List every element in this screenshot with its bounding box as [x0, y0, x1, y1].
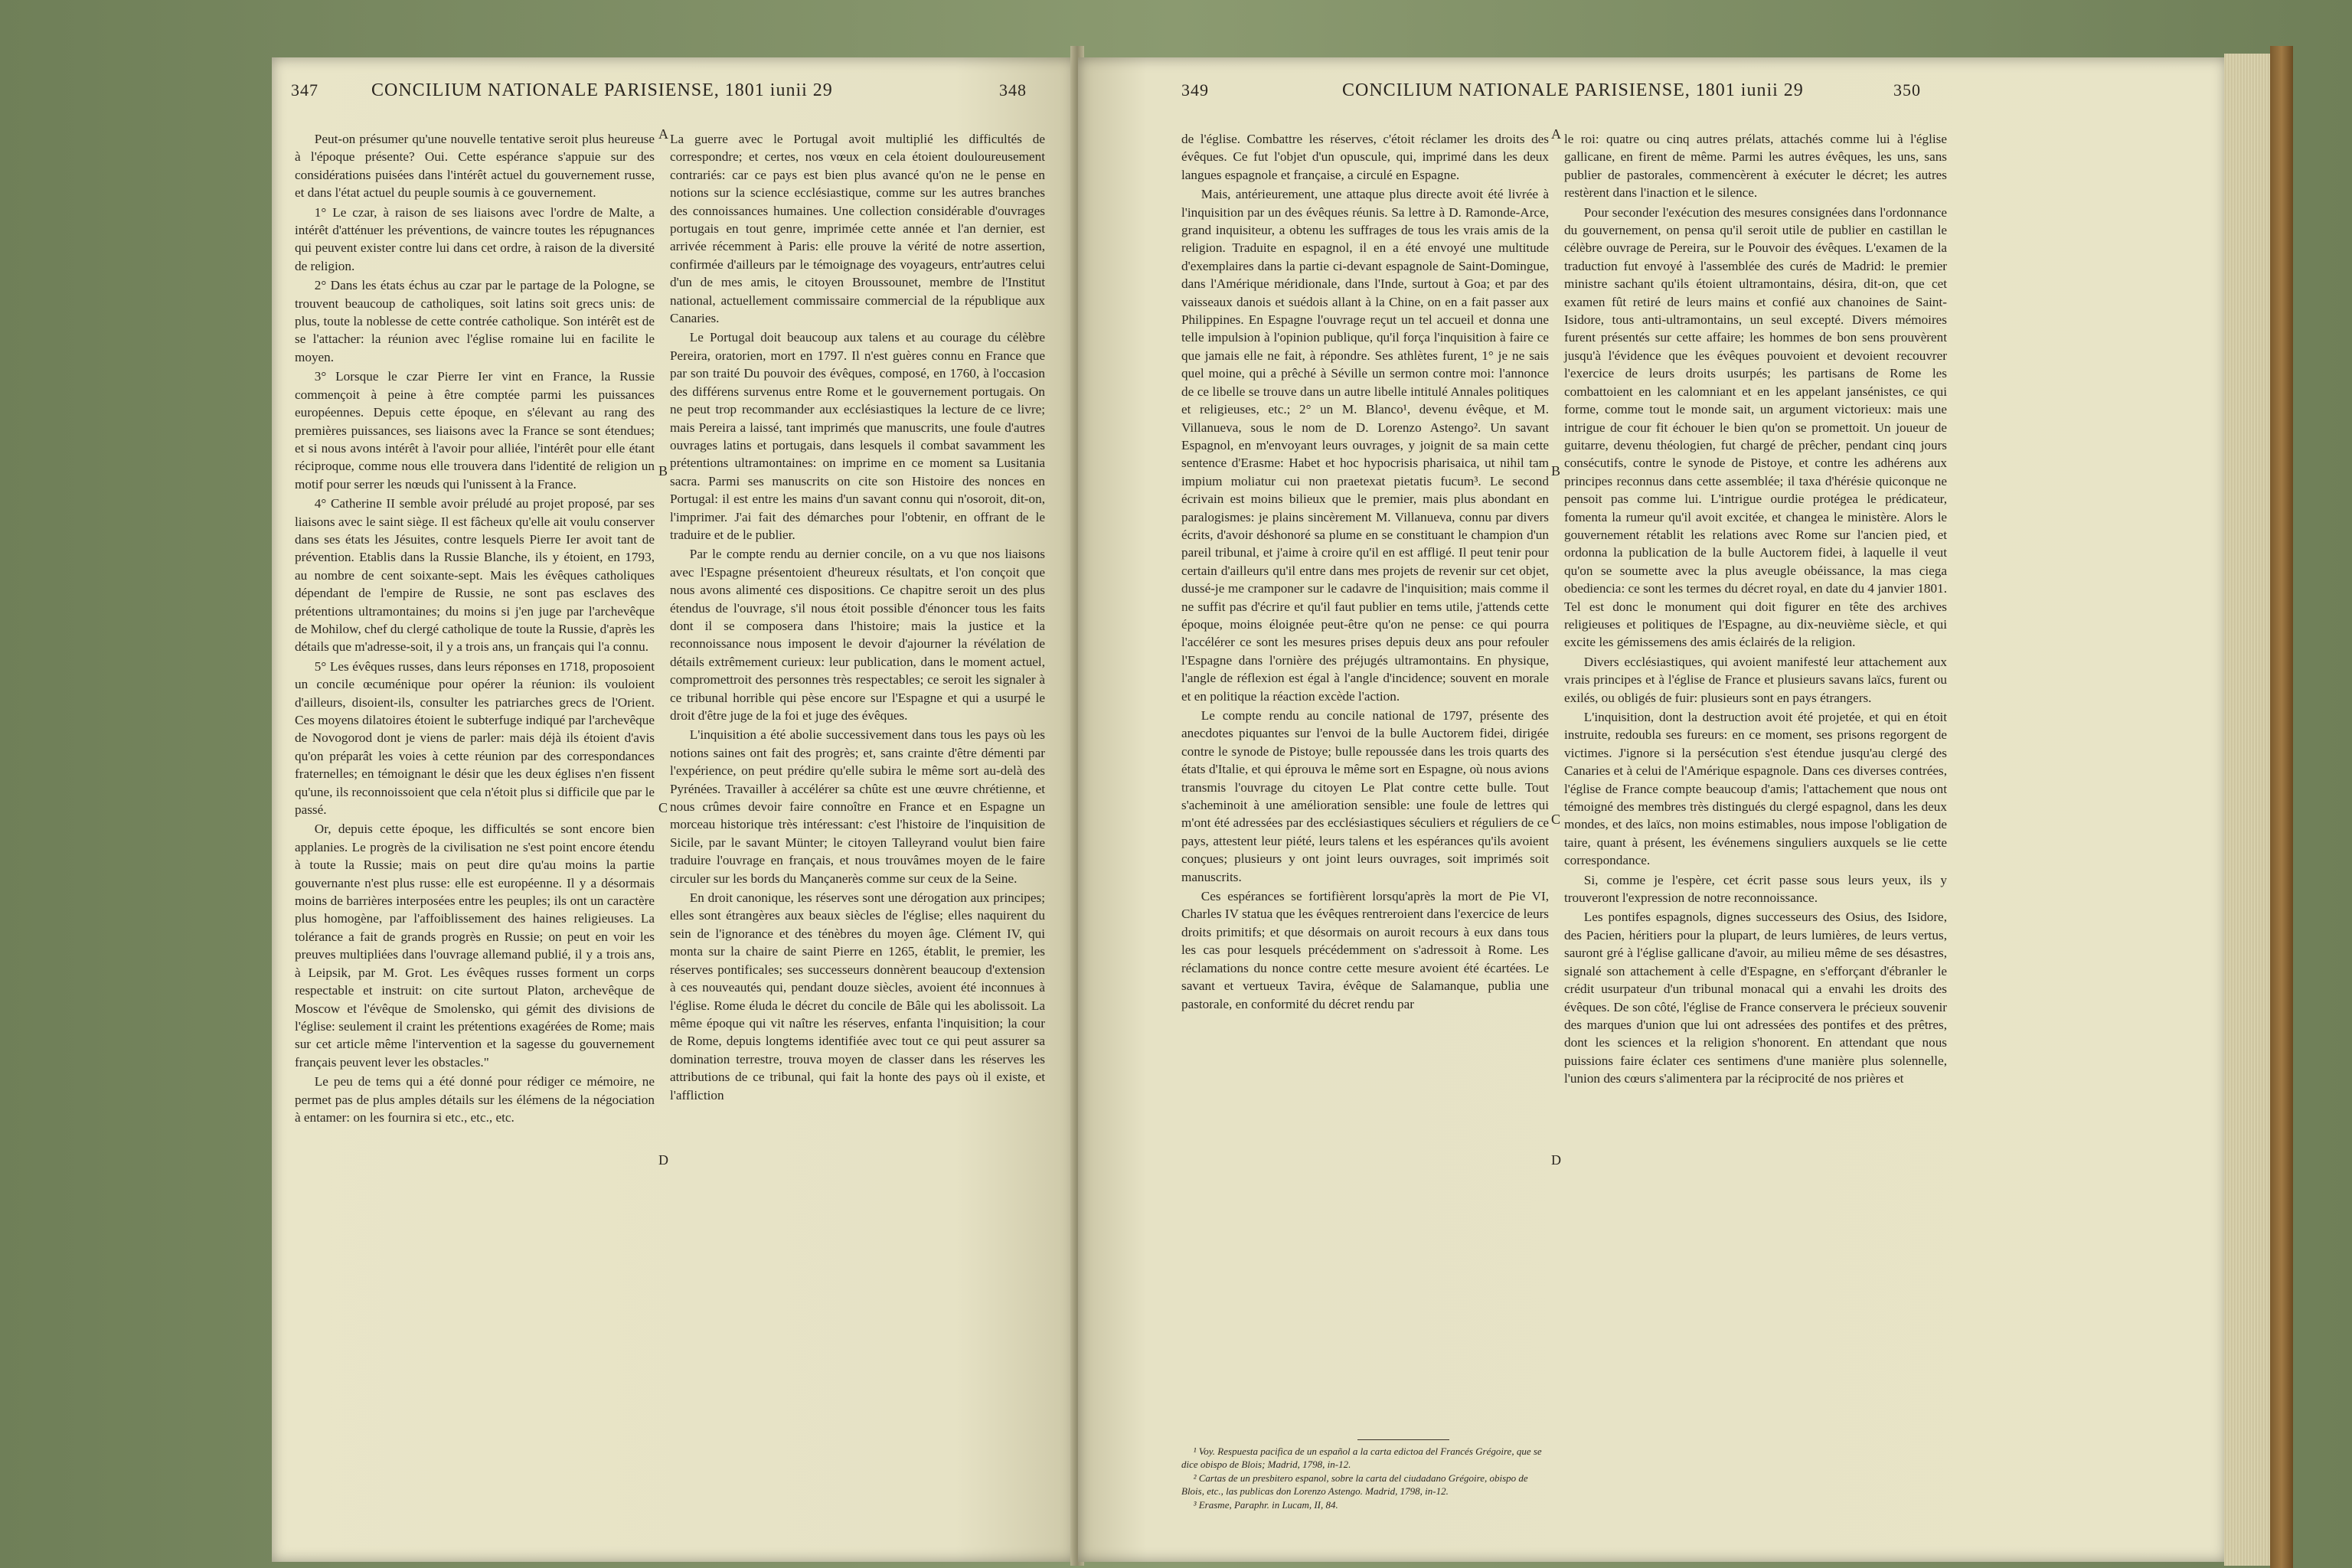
paragraph: 5° Les évêques russes, dans leurs réponses en 1718, proposoient un concile œcuménique pour opérer la réunion: ils vouloient d'ailleurs, disoient-ils, consulter les patriarches grecs de l'Orient. Ces moyens dilatoires étoient le subterfuge indiqué par l'archevêque de Novogorod dont je viens de parler: mais déjà ils étoient d'avis qu'on préparât les voies à cette réunion par des correspondances fraternelles; en témoignant le désir que les deux églises n'en fissent qu'une, ils reconnoissoient que cela n'étoit plus si difficile que par le passé.	[295, 658, 655, 818]
paragraph: Le peu de tems qui a été donné pour rédiger ce mémoire, ne permet pas de plus amples détails sur les élémens de la négociation à entamer: on les fournira si etc., etc., etc.	[295, 1074, 655, 1125]
paragraph: En droit canonique, les réserves sont une dérogation aux principes; elles sont étrangères aux beaux siècles de l'église; elles naquirent du sein de l'ignorance et des ténèbres du moyen âge. Clément IV, qui monta sur la chaire de saint Pierre en 1265, établit, le premier, les réserves pontificales; ses successeurs donnèrent beaucoup d'extension à ces nouveautés qui, pendant douze siècles, avoient été inconnues à l'église. Rome éluda le décret du concile de Bâle qui les abolissoit. La même époque qui vit naître les réserves, enfanta l'inquisition; la cour de Rome, depuis longtems identifiée avec tout ce qui peut assurer sa domination terrestre, trouva moyen de classer dans les réserves les attributions de ce tribunal, qui fait la honte des pays où il existe, et l'affliction	[670, 890, 1045, 1102]
right-page	[1078, 57, 2226, 1562]
margin-marker: B	[1551, 463, 1561, 479]
page-number: 349	[1181, 80, 1209, 100]
paragraph: Le Portugal doit beaucoup aux talens et au courage du célèbre Pereira, oratorien, mort en 1797. Il n'est guères connu en France que par son traité Du pouvoir des évêques, composé, en 1760, à l'occasion des différens survenus entre Rome et le gouvernement portugais. On ne peut trop recommander aux ecclésiastiques la lecture de ce livre; mais Pereira a laissé, tant imprimés que manuscrits, une foule d'autres ouvrages latins et portugais, dans lesquels il combat savamment les prétentions ultramontaines: on imprime en ce moment sa Lusitania sacra. Parmi ses manuscrits on cite son Histoire des nonces en Portugal: il est entre les mains d'un savant connu qui n'osoroit, dit-on, l'imprimer. J'ai fait des démarches pour l'obtenir, en offrant de le traduire et de le publier.	[670, 330, 1045, 542]
margin-marker: D	[1551, 1152, 1561, 1168]
running-title: CONCILIUM NATIONALE PARISIENSE, 1801 iunii 29	[371, 80, 833, 100]
paragraph: Pour seconder l'exécution des mesures consignées dans l'ordonnance du gouvernement, on pensa qu'il seroit utile de publier en castillan le célèbre ouvrage de Pereira, sur le Pouvoir des évêques. L'examen de la traduction fut envoyé à l'assemblée des curés de Madrid: le premier ministre sachant qu'ils étoient ultramontains, désira, dit-on, que cet examen fût retiré de leurs mains et confié aux chanoines de Saint-Isidore, tous anti-ultramontains, un seul excepté. Divers mémoires furent présentés sur cette affaire; les hommes de bon sens prouvèrent jusqu'à l'évidence que les évêques pouvoient et devoient recouvrer l'exercice de leurs droits usurpés; les partisans de Rome les combattoient en les calomniant et en les appelant jansénistes, ce qui forme, comme tout le monde sait, un argument victorieux: mais une intrigue de cour fit échouer le bien qu'on se promettoit. Un joueur de guitarre, devenu théologien, fut chargé de prêcher, pendant cinq jours consécutifs, contre le synode de Pistoye, et contre les adhérens aux principes reconnus dans cette assemblée; il taxa d'hérésie quiconque ne pensoit pas comme lui. L'intrigue ourdie protégea le prédicateur, fomenta la rumeur qu'il avoit excitée, et changea le ministère. Alors le gouvernement rétablit les relations avec Rome sur l'ancien pied, et ordonna la publication de la bulle Auctorem fidei, à laquelle il veut qu'on se soumette avec la plus aveugle obéissance, la mas ciega obediencia: ce sont les termes du décret royal, en date du 4 janvier 1801. Tel est donc le monument qui doit figurer en tête des archives religieuses et politiques de l'Espagne, au dix-neuvième siècle, et qui excite les gémissemens des amis éclairés de la religion.	[1564, 204, 1947, 650]
paragraph: de l'église. Combattre les réserves, c'étoit réclamer les droits des évêques. Ce fut l'objet d'un opuscule, qui, imprimé dans les deux langues espagnole et française, a circulé en Espagne.	[1181, 132, 1549, 182]
footnotes	[1181, 1439, 1549, 1512]
paragraph: Par le compte rendu au dernier concile, on a vu que nos liaisons avec l'Espagne présentoient d'heureux résultats, et l'on conçoit que nous avons alimenté ces dispositions. Ce chapitre seroit un des plus étendus de l'ouvrage, s'il nous étoit possible d'énoncer tous les faits dont il se composera dans l'histoire; mais la justice et la reconnoissance nous imposent le devoir d'ajourner la révélation de détails extrêmement curieux: leur publication, dans le moment actuel, compromettroit des personnes très respectables; ce seroit les signaler à ce tribunal horrible qui pèse encore sur l'Espagne et qui a usurpé le droit d'être juge de la foi et juge des évêques.	[670, 547, 1045, 723]
paragraph: Or, depuis cette époque, les difficultés se sont encore bien applanies. Le progrès de la civilisation ne s'est point encore étendu à toute la Russie; mais on peut dire qu'au moins la partie gouvernante n'est plus russe: elle est européenne. Il y a désormais moins de barrières interposées entre les peuples; ils ont un caractère plus homogène, par l'affoiblissement des haines religieuses. La tolérance a fait de grands progrès en Russie; on peut en voir les preuves multipliées dans l'ouvrage allemand publié, il y a trois ans, à Leipsik, par M. Grot. Les évêques russes forment un corps respectable et instruit: on cite surtout Platon, archevêque de Moscow et l'évêque de Smolensko, qui gémit des divisions de l'église: seulement il craint les prétentions exagérées de Rome; mais sur cet article même l'intervention et la sagesse du gouvernement français peuvent lever les obstacles."	[295, 822, 655, 1070]
page-number: 347	[291, 80, 318, 100]
text-column-left-1	[295, 130, 655, 1128]
margin-marker: A	[658, 126, 668, 142]
text-column-right-1	[1181, 130, 1549, 1014]
page-edges	[2224, 54, 2270, 1566]
book-cover	[2270, 46, 2293, 1568]
page-number: 348	[999, 80, 1027, 100]
footnote: ¹ Voy. Respuesta pacifica de un español a la carta edictoa del Francés Grégoire, que se dice obispo de Blois; Madrid, 1798, in-12.	[1181, 1446, 1542, 1470]
margin-marker: B	[658, 463, 668, 479]
paragraph: La guerre avec le Portugal avoit multiplié les difficultés de correspondre; et certes, nos vœux en cela étoient douloureusement contrariés: car ce pays est bien plus avancé qu'on ne le pense en notions sur la science ecclésiastique, comme sur les autres branches des connoissances humaines. Une collection considérable d'ouvrages portugais en tout genre, imprimée cette année et l'an dernier, est arrivée récemment à Paris: elle prouve la vérité de notre assertion, confirmée d'ailleurs par le témoignage des voyageurs, entr'autres celui d'un de mes amis, le citoyen Broussounet, membre de l'Institut national, actuellement commissaire commercial de la république aux Canaries.	[670, 132, 1045, 326]
paragraph: le roi: quatre ou cinq autres prélats, attachés comme lui à l'église gallicane, en firent de même. Parmi les autres évêques, les uns, sans publier de pastorales, commencèrent à exécuter le décret; les autres restèrent dans l'inaction et le silence.	[1564, 132, 1947, 201]
paragraph: Divers ecclésiastiques, qui avoient manifesté leur attachement aux vrais principes et à l'église de France et plusieurs savans laïcs, furent ou exilés, ou obligés de fuir: plusieurs sont en pays étrangers.	[1564, 654, 1947, 705]
margin-marker: D	[658, 1152, 668, 1168]
running-head-right	[1078, 80, 2226, 111]
paragraph: 2° Dans les états échus au czar par le partage de la Pologne, se trouvent beaucoup de catholiques, soit latins soit grecs unis: de plus, toute la noblesse de cette contrée catholique. Son intérêt est de se l'attacher: la réunion avec l'église romaine lui en facilite le moyen.	[295, 278, 655, 364]
margin-marker: C	[658, 800, 668, 815]
margin-marker: C	[1551, 812, 1561, 827]
left-page	[272, 57, 1076, 1562]
paragraph: Si, comme je l'espère, cet écrit passe sous leurs yeux, ils y trouveront l'expression de notre reconnoissance.	[1564, 872, 1947, 906]
footnote: ³ Erasme, Paraphr. in Lucam, II, 84.	[1193, 1499, 1338, 1511]
paragraph: L'inquisition a été abolie successivement dans tous les pays où les notions saines ont fait des progrès; et, sans crainte d'être démenti par l'expérience, on peut prédire qu'elle subira le même sort au-delà des Pyrénées. Travailler à accélérer sa chûte est une œuvre chrétienne, et nous crûmes devoir faire connoître en France et en Espagne un morceau historique très intéressant: c'est l'histoire de l'inquisition de Sicile, par le savant Münter; le citoyen Talleyrand voulut bien faire traduire l'ouvrage en français, et nous trouvâmes moyen de le faire circuler sur les bords du Mançanerès comme sur ceux de la Seine.	[670, 727, 1045, 886]
margin-marker: A	[1551, 126, 1561, 142]
text-column-right-2	[1564, 130, 1947, 1089]
paragraph: L'inquisition, dont la destruction avoit été projetée, et qui en étoit instruite, redoubla ses fureurs: en ce moment, ses prisons regorgent de victimes. J'ignore si la persécution s'est étendue jusqu'au clergé des Canaries et à celui de l'Amérique espagnole. Dans ces diverses contrées, l'église de France compte beaucoup d'amis; l'attachement que nous ont témoigné des membres très distingués du clergé espagnol, dans les deux mondes, et des laïcs, non moins estimables, nous impose l'obligation de taire, quant à présent, les événemens singuliers auxquels se lie cette correspondance.	[1564, 710, 1947, 868]
running-title: CONCILIUM NATIONALE PARISIENSE, 1801 iunii 29	[1342, 80, 1804, 100]
paragraph: 1° Le czar, à raison de ses liaisons avec l'ordre de Malte, a intérêt d'atténuer les préventions, de vaincre toutes les répugnances qui peuvent exister contre lui dans cet ordre, à raison de la diversité de religion.	[295, 204, 655, 273]
footnote-rule	[1357, 1439, 1449, 1440]
paragraph: Peut-on présumer qu'une nouvelle tentative seroit plus heureuse à l'époque présente? Oui. Cette espérance s'appuie sur des considérations puisées dans l'intérêt actuel du gouvernement russe, et dans l'état actuel du peuple soumis à ce gouvernement.	[295, 132, 655, 201]
paragraph: Ces espérances se fortifièrent lorsqu'après la mort de Pie VI, Charles IV statua que les évêques rentreroient dans l'exercice de leurs droits primitifs; et que désormais on auroit recours à eux dans tous les cas pour lesquels précédemment on s'adressoit à Rome. Les réclamations du nonce contre cette mesure avoient été écartées. Le savant et vertueux Tavira, évêque de Salamanque, publia une pastorale, en conformité du décret rendu par	[1181, 889, 1549, 1011]
running-head-left	[272, 80, 1076, 111]
footnote: ² Cartas de un presbitero espanol, sobre la carta del ciudadano Grégoire, obispo de Blois, etc., las publicas don Lorenzo Astengo. Madrid, 1798, in-12.	[1181, 1472, 1528, 1497]
text-column-left-2	[670, 130, 1045, 1106]
paragraph: 4° Catherine II semble avoir préludé au projet proposé, par ses liaisons avec le saint siège. Il est fâcheux qu'elle ait voulu conserver dans ses états les Jésuites, contre lesquels Pierre Ier avoit tant de prévention. Etablis dans la Russie Blanche, ils y étoient, en 1793, au nombre de cent soixante-sept. Mais les évêques catholiques dépendant de l'empire de Russie, ne sont pas esclaves des prétentions ultramontaines; du moins si j'en juge par l'archevêque de Mohilow, chef du clergé catholique de toute la Russie, d'après les détails que m'adresse-soit, il y a trois ans, un français qui l'a connu.	[295, 496, 655, 655]
paragraph: Les pontifes espagnols, dignes successeurs des Osius, des Isidore, des Pacien, héritiers pour la plupart, de leurs lumières, de leurs vertus, sauront gré à l'église gallicane d'avoir, au milieu même de ses désastres, signalé son attachement à celle d'Espagne, en s'efforçant d'ébranler le crédit usurpateur d'un tribunal monacal qui a envahi les droits des évêques. De son côté, l'église de France conservera le précieux souvenir des marques d'union que lui ont adressées des pontifes et des prêtres, dont les sciences et la religion s'honorent. En attendant que nous puissions faire éclater ces sentimens d'une manière plus solennelle, l'union des cœurs s'alimentera par la réciprocité de nos prières et	[1564, 910, 1947, 1086]
paragraph: 3° Lorsque le czar Pierre Ier vint en France, la Russie commençoit à peine à être comptée parmi les puissances européennes. Depuis cette époque, en s'élevant au rang des premières puissances, ses liaisons avec la France se sont étendues; et si nous avons intérêt à l'avoir pour alliée, l'intérêt pour elle étant réciproque, comme nous elle trouvera dans l'identité de religion un motif pour serrer les nœuds qui l'unissent à la France.	[295, 369, 655, 492]
page-number: 350	[1893, 80, 1921, 100]
paragraph: Le compte rendu au concile national de 1797, présente des anecdotes piquantes sur l'envoi de la bulle Auctorem fidei, dirigée contre le synode de Pistoye; bulle repoussée dans les trois quarts des états d'Italie, et qui éprouva le même sort en Espagne, où nous avions transmis l'ouvrage du citoyen Le Plat contre cette bulle. Tout s'acheminoit à une amélioration sensible: une foule de lettres qui m'ont été adressées par des ecclésiastiques séculiers et réguliers de ce pays, attestent leur piété, leurs talens et les espérances qu'ils avoient conçues; plusieurs y ont joint leurs ouvrages, soit imprimés soit manuscrits.	[1181, 708, 1549, 884]
paragraph: Mais, antérieurement, une attaque plus directe avoit été livrée à l'inquisition par un des évêques réunis. Sa lettre à D. Ramonde-Arce, grand inquisiteur, a obtenu les suffrages de tous les vrais amis de la religion. Traduite en espagnol, il en a été envoyé une multitude d'exemplaires dans la partie ci-devant espagnole de Saint-Domingue, dans l'Amérique méridionale, dans l'Inde, surtout à Goa; et par des vaisseaux danois et suédois allant à la Chine, on en a fait passer aux Philippines. En Espagne l'ouvrage reçut un tel accueil et donna une telle impulsion à l'opinion publique, qu'il força l'inquisition à faire ce que jamais elle ne fait, à répondre. Ses athlètes furent, 1° je ne sais quel moine, qui a prêché à Séville un sermon contre moi: l'annonce de ce libelle se trouve dans un autre libelle intitulé Annales politiques et religieuses, etc.; 2° un M. Blanco¹, devenu évêque, et M. Villanueva, sous le nom de D. Lorenzo Astengo². Un savant Espagnol, en m'envoyant leurs ouvrages, y joignit de sa main cette sentence d'Erasme: Habet et hoc hypocrisis pharisaica, ut nihil tam impium moliatur cui non praetexat pietatis fucum³. Le second écrivain est moins bilieux que le premier, mais plus abondant en paralogismes: je plains sincèrement M. Villanueva, connu par divers écrits, d'avoir déshonoré sa plume en se constituant le champion d'un pareil tribunal, et j'aime à croire qu'il en est affligé. Il peut tenir pour certain d'ailleurs qu'il entre dans mes projets de revenir sur cet objet, dussé-je me cramponer sur le cadavre de l'inquisition; mais comme il ne suffit pas d'écrire et qu'il faut publier en tems utile, j'attends cette époque, moins éloignée peut-être qu'on ne pense: ce qui pourra l'accélérer ce sont les mesures prises depuis deux ans pour refouler l'Espagne dans l'ornière des préjugés ultramontains. En physique, l'angle de réflexion est égal à l'angle d'incidence; souvent en morale et en politique la réaction excède l'action.	[1181, 187, 1549, 704]
